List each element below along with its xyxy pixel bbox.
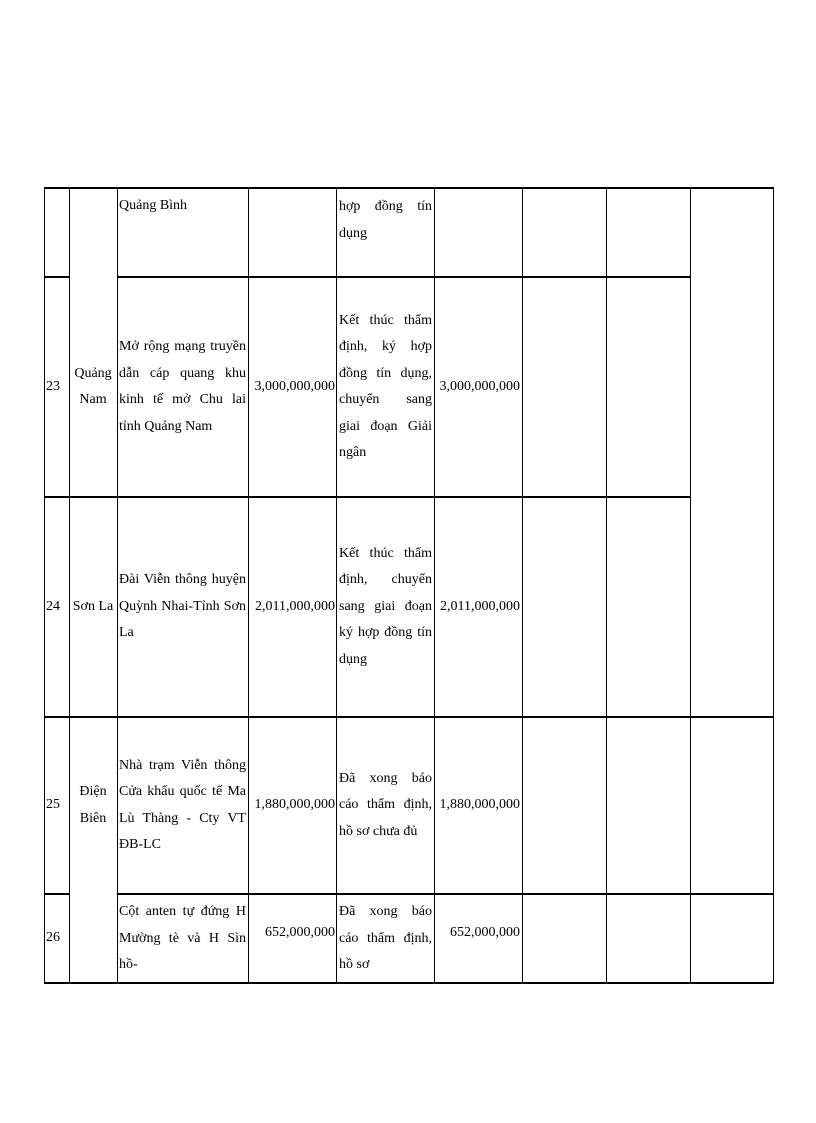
status-cell: Kết thúc thẩm định, ký hợp đồng tín dụng, chuyển sang giai đoạn Giải ngân [339,312,432,460]
status-cell: Đã xong báo cáo thẩm định, hồ sơ chưa đủ [339,770,432,839]
stt-cell: 23 [46,378,60,394]
status-cell: Đã xong báo cáo thẩm định, hồ sơ [339,904,432,972]
status-cell: hợp đồng tín dụng [339,199,432,241]
column-divider [117,188,118,984]
province-cell: Sơn La [72,598,114,614]
amount-cell: 1,880,000,000 [254,797,335,813]
stt-cell: 26 [46,930,60,946]
project-cell: Nhà trạm Viễn thông Cửa khẩu quốc tế Ma Lù Thàng - Cty VT ĐB-LC [119,757,246,852]
column-divider [434,188,435,984]
table-border-left [44,188,45,984]
table-border-bottom [44,982,774,984]
stt-cell: 24 [46,598,60,614]
project-cell: Quảng Bình [119,198,188,213]
column-divider [336,188,337,984]
amount-cell: 3,000,000,000 [254,378,335,394]
table-border-top [44,187,774,189]
table-row [119,193,246,220]
project-cell: Cột anten tự đứng H Mường tè và H Sìn hồ- [119,904,246,972]
project-cell: Đài Viễn thông huyện Quỳnh Nhai-Tỉnh Sơn La [119,572,246,641]
amount2-cell: 3,000,000,000 [439,378,520,394]
province-cell: Điện Biên [79,784,107,826]
table-border-right [773,188,774,984]
column-divider [522,188,523,984]
project-cell: Mở rộng mạng truyền dẫn cáp quang khu kinh tế mở Chu lai tỉnh Quảng Nam [119,339,246,434]
amount2-cell: 2,011,000,000 [440,598,520,614]
amount2-cell: 1,880,000,000 [439,797,520,813]
amount2-cell: 652,000,000 [450,924,520,940]
column-divider [690,188,691,984]
stt-cell: 25 [46,797,60,813]
province-cell: Quảng Nam [74,365,112,407]
table-row [339,194,432,247]
amount-cell: 652,000,000 [265,924,335,940]
status-cell: Kết thúc thẩm định, chuyển sang giai đoạn ký hợp đồng tín dụng [339,545,432,667]
amount-cell: 2,011,000,000 [255,598,335,614]
column-divider [606,188,607,984]
